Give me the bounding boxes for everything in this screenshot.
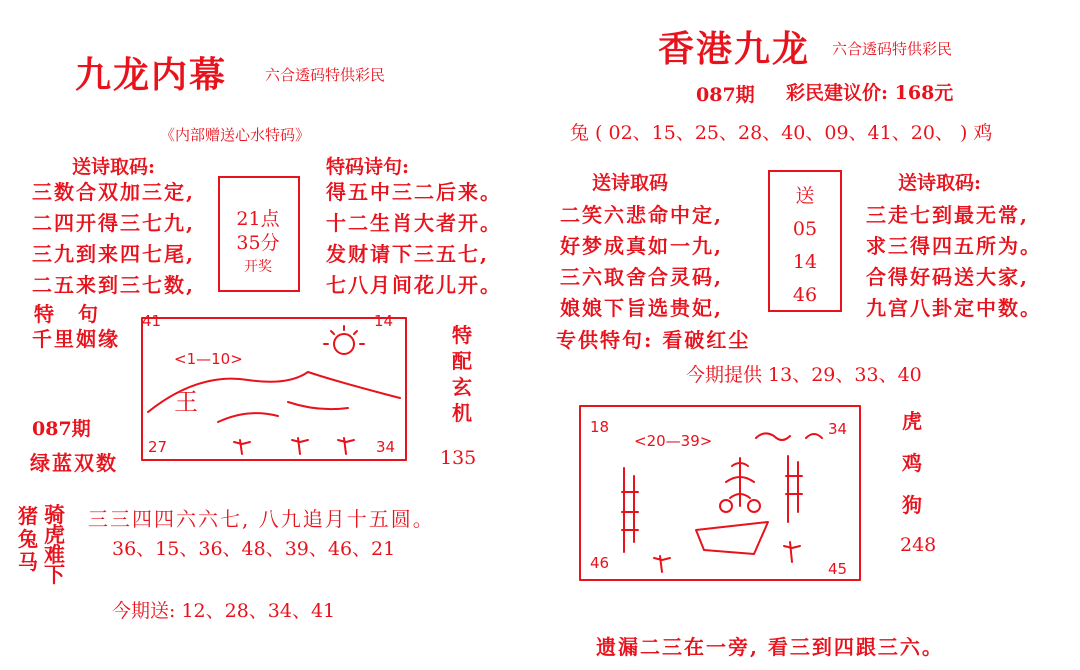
right-side-animals (902, 400, 924, 526)
right-poem-line: 二笑六悲命中定, (560, 203, 723, 227)
right-price: 彩民建议价: 168元 (786, 82, 954, 104)
right-poem-line: 三走七到最无常, (866, 203, 1029, 227)
left-issue: 087期 (32, 418, 91, 440)
right-side-number: 248 (900, 534, 937, 556)
special-poem-line: 得五中三二后来。 (326, 180, 502, 204)
left-poem-line: 三九到来四七尾, (32, 242, 195, 266)
ladder-right (786, 456, 802, 522)
time-minute: 35分 (236, 232, 280, 254)
flower-petal (720, 500, 732, 512)
riddle-char: 骑 (44, 502, 65, 527)
right-chart (576, 402, 866, 586)
grass-icon (654, 556, 670, 572)
left-side-vertical (452, 322, 474, 426)
scribble-top (756, 433, 822, 440)
side-char: 玄 (452, 375, 474, 399)
flower-petal (748, 500, 760, 512)
special-poem-line: 七八月间花儿开。 (326, 273, 502, 297)
left-time-text (218, 207, 298, 279)
left-subtitle: 六合透码特供彩民 (265, 66, 386, 84)
right-poem-line: 求三得四五所为。 (866, 234, 1042, 258)
right-chart-tr: 34 (828, 420, 848, 438)
animal-dog: 狗 (902, 493, 924, 517)
right-poem-line: 合得好码送大家, (866, 265, 1029, 289)
left-chart-range: <1—10> (174, 350, 243, 368)
animal-tiger: 虎 (902, 409, 924, 433)
right-poem-right (866, 200, 1042, 324)
zodiac-horse: 马 (18, 550, 38, 574)
right-rabbit-line: 兔 ( 02、15、25、28、40、09、41、20、 ) 鸡 (570, 122, 993, 144)
right-title: 香港九龙 (658, 28, 811, 70)
left-title: 九龙内幕 (75, 54, 228, 96)
left-poem (32, 177, 195, 301)
left-riddle-line: 三三四四六六七, 八九追月十五圆。 (88, 507, 435, 531)
right-special-phrase: 专供特句: 看破红尘 (556, 328, 751, 352)
right-poem-left (560, 200, 723, 324)
right-poem-heading-left: 送诗取码 (592, 172, 669, 194)
left-special-heading: 特码诗句: (326, 156, 410, 178)
left-poem-line: 二五来到三七数, (32, 273, 195, 297)
left-tejue-label: 特 句 (34, 302, 100, 326)
left-numbers-line: 36、15、36、48、39、46、21 (112, 538, 396, 560)
ladder-left (622, 468, 638, 552)
left-special-poem (326, 177, 502, 301)
left-chart-br: 34 (376, 438, 396, 456)
side-char: 配 (452, 349, 474, 373)
animal-rooster: 鸡 (902, 451, 924, 475)
grass-icon (234, 440, 250, 454)
right-poem-line: 九宫八卦定中数。 (866, 296, 1042, 320)
send-label: 送 (795, 185, 815, 207)
right-send-text (768, 180, 842, 312)
special-poem-line: 十二生肖大者开。 (326, 211, 502, 235)
right-subtitle: 六合透码特供彩民 (832, 40, 953, 58)
right-chart-range: <20—39> (634, 432, 713, 450)
riddle-char: 虎 (44, 522, 65, 547)
riddle-char: 下 (44, 562, 65, 587)
grass-icon (338, 438, 354, 454)
left-chart (138, 312, 412, 466)
send-number: 05 (792, 218, 818, 240)
left-chart-tl: 41 (142, 312, 162, 330)
time-label: 开奖 (244, 259, 272, 275)
right-poem-heading-right: 送诗取码: (898, 172, 982, 194)
send-number: 14 (792, 251, 818, 273)
left-poem-line: 二四开得三七九, (32, 211, 195, 235)
left-chart-bl: 27 (148, 438, 168, 456)
side-char: 特 (452, 323, 474, 347)
right-poem-line: 好梦成真如一九, (560, 234, 723, 258)
left-poem-heading: 送诗取码: (72, 156, 156, 178)
left-riddle-col (44, 502, 65, 587)
left-color-label: 绿蓝双数 (30, 451, 118, 475)
flower-icon (726, 458, 754, 506)
left-chart-char: 王 (174, 388, 198, 416)
left-side-number: 135 (440, 447, 477, 469)
right-chart-tl: 18 (590, 418, 610, 436)
vase-icon (696, 522, 768, 554)
left-banner: 《内部赠送心水特码》 (160, 126, 311, 144)
right-poem-line: 娘娘下旨选贵妃, (560, 296, 723, 320)
left-tejue-value: 千里姻缘 (32, 327, 120, 351)
time-hour: 21点 (236, 208, 280, 230)
right-issue: 087期 (696, 84, 755, 106)
grass-icon (784, 542, 800, 562)
side-char: 机 (452, 401, 474, 425)
zodiac-rabbit: 兔 (18, 527, 38, 551)
left-poem-line: 三数合双加三定, (32, 180, 195, 204)
grass-icon (292, 438, 308, 454)
zodiac-pig: 猪 (18, 504, 38, 528)
mountain-line-2 (218, 402, 348, 422)
right-chart-br: 45 (828, 560, 848, 578)
riddle-char: 难 (44, 542, 65, 567)
left-today-send: 今期送: 12、28、34、41 (112, 600, 336, 622)
left-chart-tr: 14 (374, 312, 394, 330)
right-poem-line: 三六取舍合灵码, (560, 265, 723, 289)
right-today-provide: 今期提供 13、29、33、40 (686, 364, 922, 386)
left-zodiac-col (18, 505, 38, 574)
sun-icon (334, 334, 354, 354)
special-poem-line: 发财请下三五七, (326, 242, 489, 266)
send-number: 46 (792, 284, 818, 306)
right-bottom-line: 遗漏二三在一旁, 看三到四跟三六。 (596, 635, 944, 659)
right-chart-bl: 46 (590, 554, 610, 572)
